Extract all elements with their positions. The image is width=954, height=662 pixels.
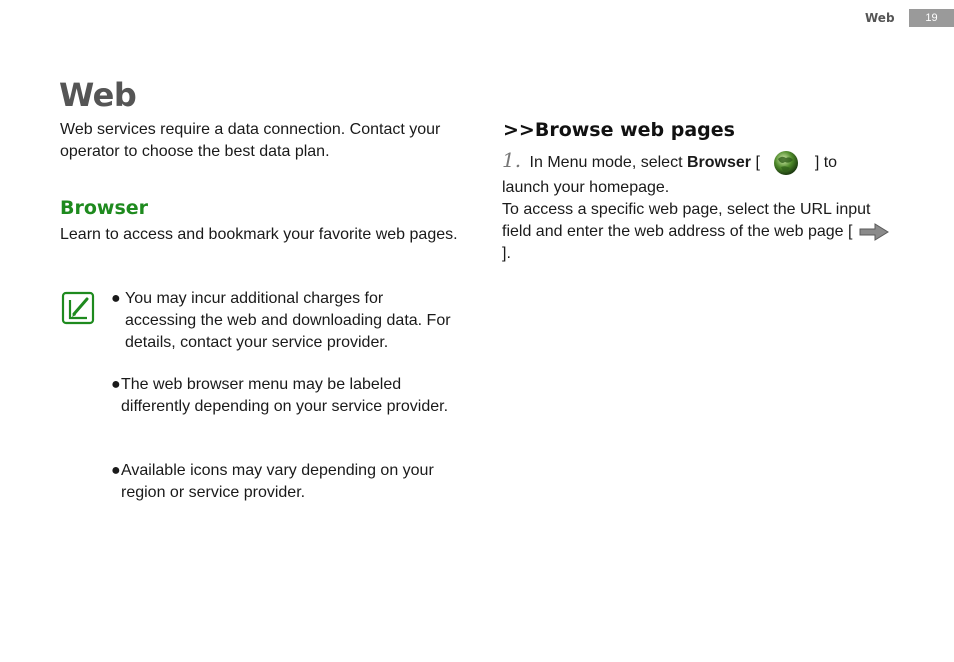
browser-description: Learn to access and bookmark your favorite web pages. [60,226,458,243]
specific-page-close: ]. [502,245,511,262]
note-item [111,374,456,418]
page-number: 19 [909,9,954,27]
note-pencil-icon [61,291,95,325]
bullet-icon: ● [111,290,121,307]
bullet-icon: ● [111,376,121,393]
step-number: 1. [502,148,522,172]
step-1 [502,147,902,176]
specific-page-text: To access a specific web page, select the URL input field and enter the web address of the web page [ [502,201,871,240]
note-text: Available icons may vary depending on your region or service provider. [121,462,434,501]
step-text-line2: launch your homepage. [502,179,670,196]
note-item [111,288,456,354]
step-text: In Menu mode, select [529,154,683,171]
bullet-icon: ● [111,462,121,479]
browser-heading: Browser [60,197,149,219]
bracket-close: ] to [814,154,838,171]
browse-heading: >>Browse web pages [503,119,735,141]
globe-icon [772,150,800,176]
intro-text: Web services require a data connection. Contact your operator to choose the best data plan. [60,121,441,160]
browser-app-label: Browser [686,154,751,171]
note-text: The web browser menu may be labeled differently depending on your service provider. [121,376,449,415]
note-text: You may incur additional charges for accessing the web and downloading data. For details, contact your service provider. [125,290,451,351]
arrow-right-icon [857,222,891,242]
page-title: Web [59,76,137,114]
bracket-open: [ [755,154,760,171]
header-section: Web [865,11,895,25]
step-1-continued [502,177,892,265]
note-item [111,460,456,504]
